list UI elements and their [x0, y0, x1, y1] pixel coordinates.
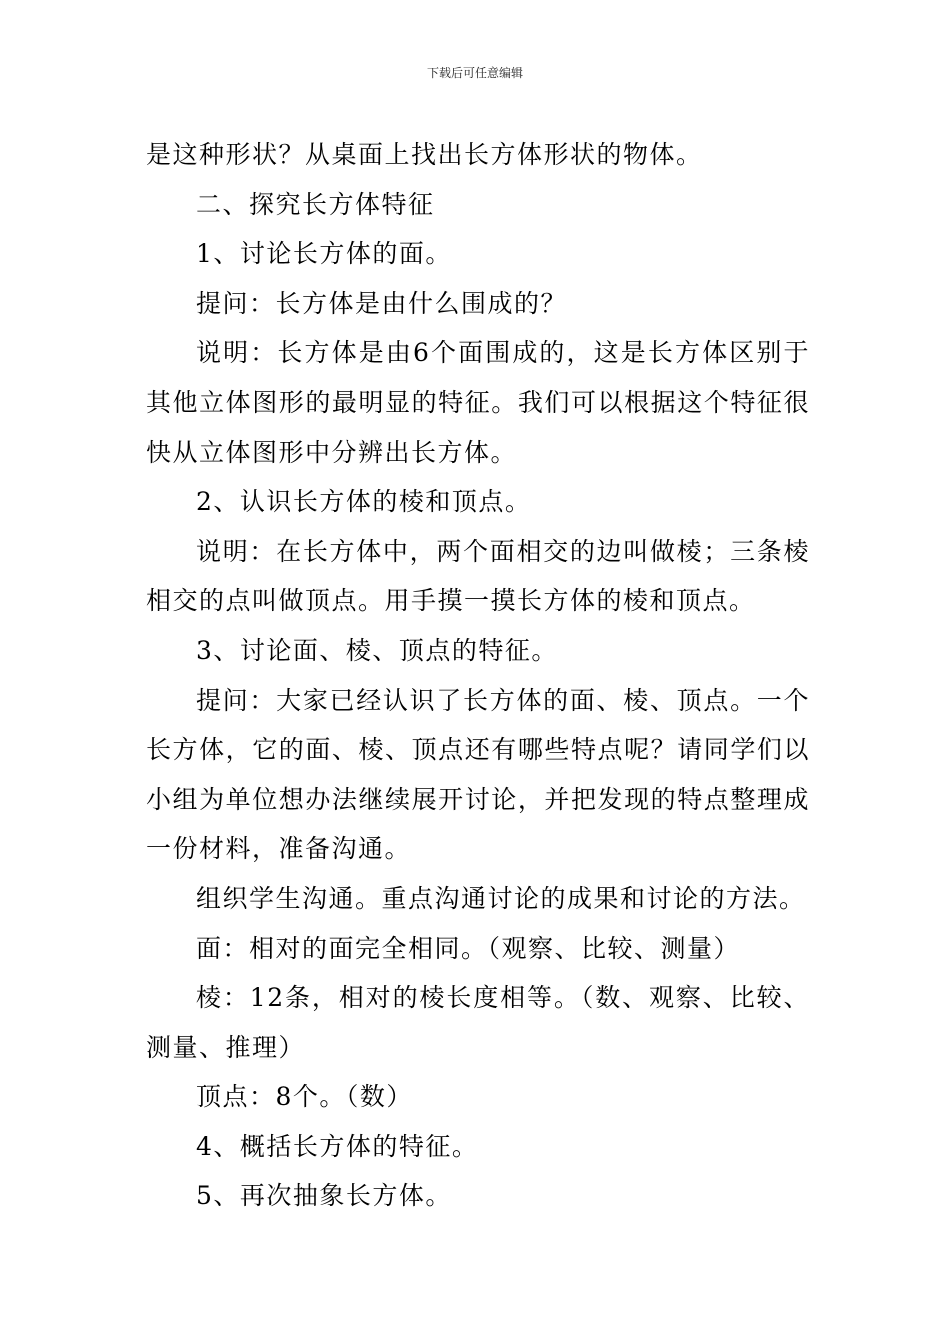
subsection-heading: 2、认识长方体的棱和顶点。 [196, 487, 532, 517]
paragraph: 说明：在长方体中，两个面相交的边叫做棱；三条棱相交的点叫做顶点。用手摸一摸长方体的棱和顶点。 [146, 536, 810, 616]
paragraph: 说明：长方体是由6个面围成的，这是长方体区别于其他立体图形的最明显的特征。我们可以根据这个特征很快从立体图形中分辨出长方体。 [146, 338, 810, 467]
subsection-heading: 5、再次抽象长方体。 [196, 1181, 452, 1211]
document-body [146, 130, 810, 1221]
paragraph: 是这种形状？从桌面上找出长方体形状的物体。 [146, 140, 703, 169]
subsection-heading: 4、概括长方体的特征。 [196, 1131, 479, 1161]
subsection-heading: 3、讨论面、棱、顶点的特征。 [196, 635, 558, 665]
paragraph: 提问：长方体是由什么围成的？ [196, 288, 568, 318]
paragraph: 组织学生沟通。重点沟通讨论的成果和讨论的方法。 [196, 883, 806, 913]
paragraph: 提问：大家已经认识了长方体的面、棱、顶点。一个长方体，它的面、棱、顶点还有哪些特点呢？请同学们以小组为单位想办法继续展开讨论，并把发现的特点整理成一份材料，准备沟通。 [146, 685, 810, 864]
page-header: 下载后可任意编辑 [426, 66, 523, 80]
section-heading: 二、探究长方体特征 [196, 189, 435, 219]
paragraph: 顶点：8个。（数） [196, 1082, 413, 1112]
paragraph: 棱：12条，相对的棱长度相等。（数、观察、比较、测量、推理） [146, 983, 810, 1062]
subsection-heading: 1、讨论长方体的面。 [196, 239, 452, 269]
paragraph: 面：相对的面完全相同。（观察、比较、测量） [196, 933, 741, 963]
